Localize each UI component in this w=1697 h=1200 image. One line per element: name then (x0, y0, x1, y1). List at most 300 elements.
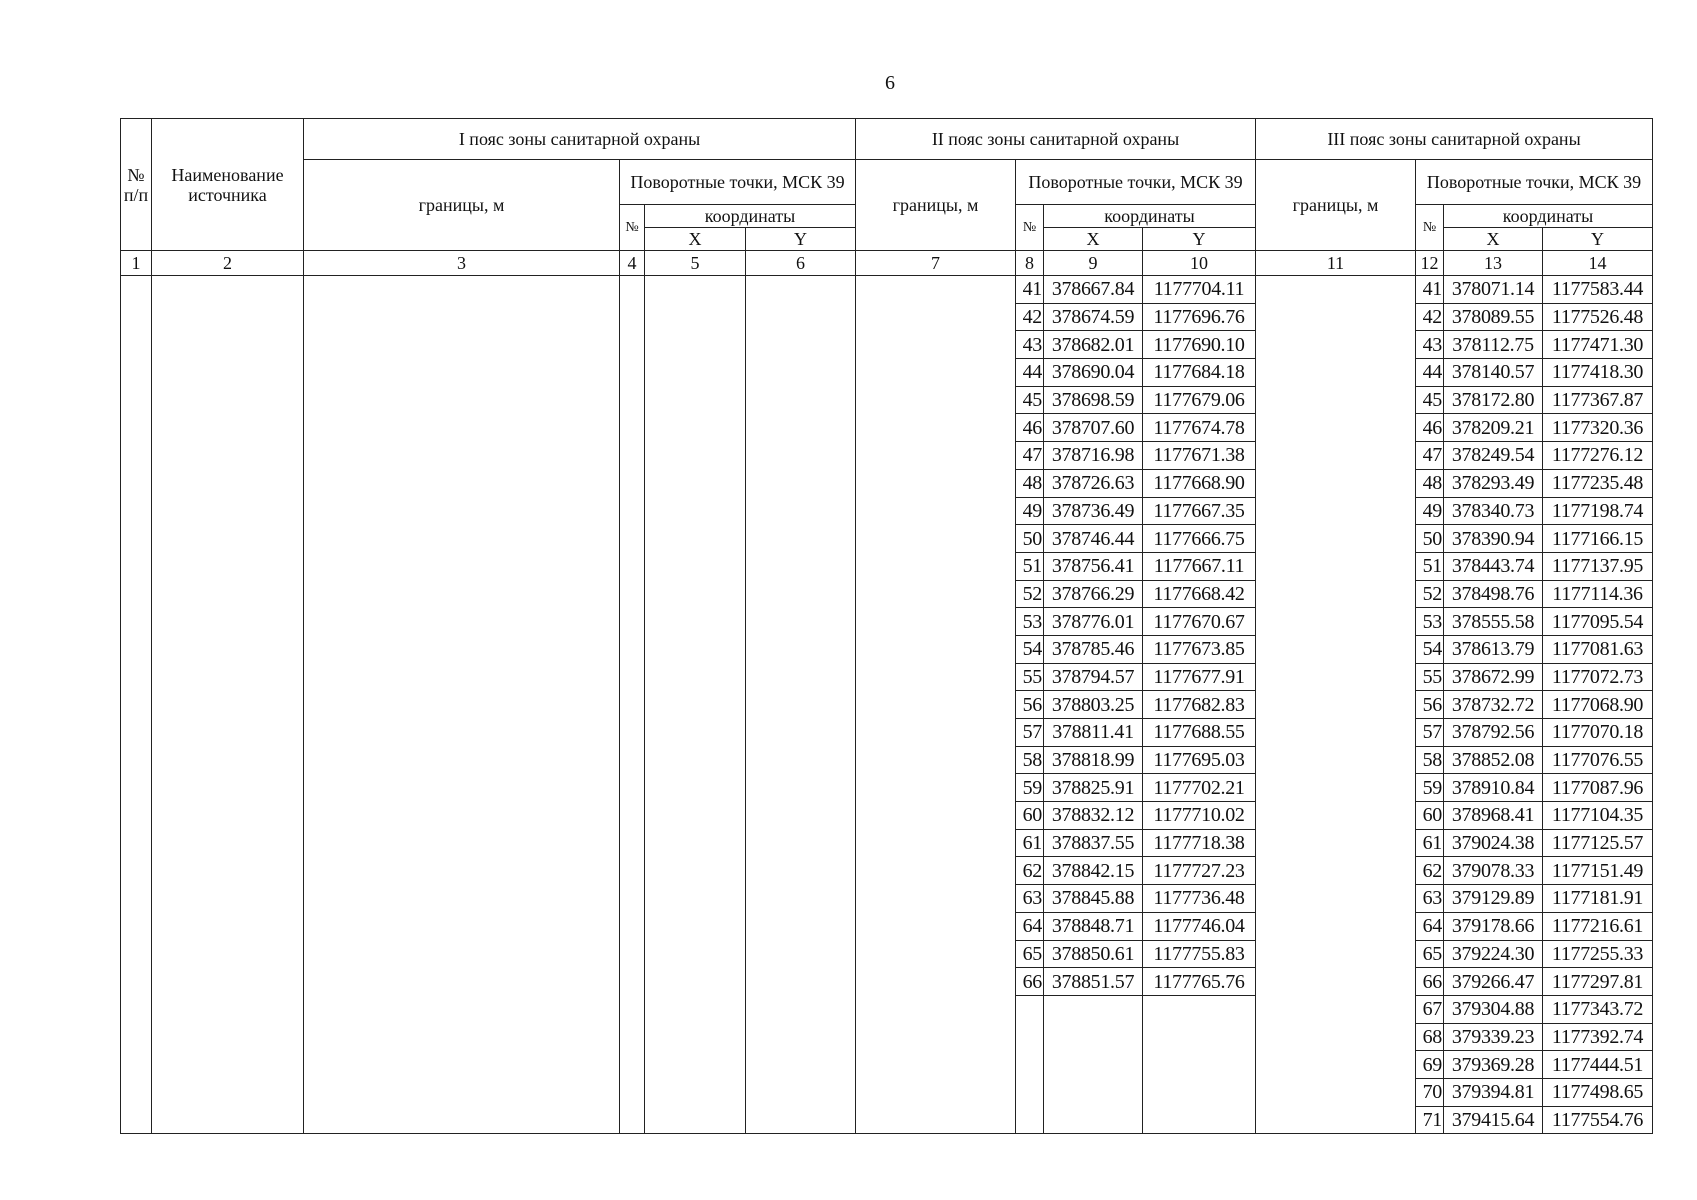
belt3-point-y: 1177255.33 (1543, 940, 1653, 968)
empty-x-1 (645, 1023, 746, 1051)
empty-borders-2 (856, 746, 1016, 774)
belt3-point-x: 378443.74 (1444, 552, 1543, 580)
belt3-point-number: 70 (1416, 1078, 1444, 1106)
belt2-point-number: 46 (1016, 414, 1044, 442)
belt3-point-y: 1177151.49 (1543, 857, 1653, 885)
empty-borders-2 (856, 802, 1016, 830)
empty-y-1 (746, 719, 856, 747)
empty-number-1 (620, 635, 645, 663)
table-row (121, 1051, 1653, 1079)
belt3-point-y: 1177087.96 (1543, 774, 1653, 802)
empty-no (121, 580, 152, 608)
belt2-point-x: 378776.01 (1044, 608, 1143, 636)
empty-belt2-number (1016, 995, 1044, 1023)
empty-y-1 (746, 497, 856, 525)
empty-borders-1 (304, 857, 620, 885)
belt3-point-x: 378293.49 (1444, 469, 1543, 497)
table-row (121, 691, 1653, 719)
empty-name (152, 552, 304, 580)
belt3-point-x: 379266.47 (1444, 968, 1543, 996)
empty-no (121, 331, 152, 359)
belt3-point-number: 61 (1416, 829, 1444, 857)
table-row (121, 719, 1653, 747)
belt3-point-y: 1177235.48 (1543, 469, 1653, 497)
empty-name (152, 635, 304, 663)
belt3-point-number: 53 (1416, 608, 1444, 636)
empty-number-1 (620, 940, 645, 968)
belt3-point-y: 1177125.57 (1543, 829, 1653, 857)
belt2-point-number: 59 (1016, 774, 1044, 802)
belt3-point-y: 1177104.35 (1543, 802, 1653, 830)
empty-name (152, 940, 304, 968)
empty-borders-3 (1256, 442, 1416, 470)
empty-name (152, 359, 304, 387)
belt2-point-number: 65 (1016, 940, 1044, 968)
table-row (121, 359, 1653, 387)
empty-borders-3 (1256, 525, 1416, 553)
empty-no (121, 1023, 152, 1051)
empty-x-1 (645, 386, 746, 414)
belt3-point-y: 1177114.36 (1543, 580, 1653, 608)
empty-borders-1 (304, 663, 620, 691)
belt3-point-x: 379394.81 (1444, 1078, 1543, 1106)
empty-number-1 (620, 276, 645, 304)
belt3-point-number: 43 (1416, 331, 1444, 359)
header-borders-3: границы, м (1256, 160, 1416, 251)
table-row (121, 829, 1653, 857)
belt2-point-number: 64 (1016, 912, 1044, 940)
empty-borders-2 (856, 829, 1016, 857)
empty-no (121, 746, 152, 774)
belt2-point-x: 378746.44 (1044, 525, 1143, 553)
empty-x-1 (645, 885, 746, 913)
empty-borders-1 (304, 1023, 620, 1051)
empty-number-1 (620, 719, 645, 747)
belt2-point-y: 1177704.11 (1143, 276, 1256, 304)
empty-y-1 (746, 940, 856, 968)
belt2-point-y: 1177671.38 (1143, 442, 1256, 470)
empty-no (121, 663, 152, 691)
empty-name (152, 331, 304, 359)
empty-borders-2 (856, 719, 1016, 747)
empty-borders-3 (1256, 497, 1416, 525)
belt2-point-y: 1177690.10 (1143, 331, 1256, 359)
belt3-point-y: 1177198.74 (1543, 497, 1653, 525)
empty-borders-3 (1256, 386, 1416, 414)
empty-number-1 (620, 663, 645, 691)
empty-y-1 (746, 303, 856, 331)
belt3-point-number: 69 (1416, 1051, 1444, 1079)
belt2-point-x: 378716.98 (1044, 442, 1143, 470)
belt2-point-y: 1177666.75 (1143, 525, 1256, 553)
belt2-point-x: 378690.04 (1044, 359, 1143, 387)
empty-x-1 (645, 469, 746, 497)
belt3-point-x: 379078.33 (1444, 857, 1543, 885)
empty-borders-2 (856, 580, 1016, 608)
belt2-point-x: 378811.41 (1044, 719, 1143, 747)
belt2-point-x: 378803.25 (1044, 691, 1143, 719)
empty-x-1 (645, 608, 746, 636)
empty-y-1 (746, 386, 856, 414)
belt3-point-y: 1177081.63 (1543, 635, 1653, 663)
belt3-point-y: 1177070.18 (1543, 719, 1653, 747)
empty-no (121, 608, 152, 636)
header-coordinates-1: координаты (645, 205, 856, 228)
belt2-point-x: 378667.84 (1044, 276, 1143, 304)
empty-borders-3 (1256, 829, 1416, 857)
empty-name (152, 608, 304, 636)
belt2-point-number: 66 (1016, 968, 1044, 996)
belt2-point-x: 378726.63 (1044, 469, 1143, 497)
belt3-point-number: 49 (1416, 497, 1444, 525)
empty-number-1 (620, 802, 645, 830)
empty-number-1 (620, 1051, 645, 1079)
belt3-point-number: 57 (1416, 719, 1444, 747)
column-number: 2 (152, 251, 304, 276)
empty-belt2-y (1143, 995, 1256, 1023)
empty-borders-2 (856, 469, 1016, 497)
empty-number-1 (620, 885, 645, 913)
empty-borders-2 (856, 552, 1016, 580)
header-turning-points-1: Поворотные точки, МСК 39 (620, 160, 856, 205)
column-number: 1 (121, 251, 152, 276)
belt3-point-x: 378172.80 (1444, 386, 1543, 414)
empty-name (152, 1106, 304, 1134)
belt3-point-x: 378112.75 (1444, 331, 1543, 359)
belt3-point-x: 378340.73 (1444, 497, 1543, 525)
belt2-point-number: 54 (1016, 635, 1044, 663)
belt2-point-number: 58 (1016, 746, 1044, 774)
table-row (121, 1106, 1653, 1134)
belt3-point-x: 378555.58 (1444, 608, 1543, 636)
belt3-point-x: 378910.84 (1444, 774, 1543, 802)
table-row (121, 968, 1653, 996)
empty-no (121, 359, 152, 387)
belt2-point-number: 49 (1016, 497, 1044, 525)
belt3-point-y: 1177216.61 (1543, 912, 1653, 940)
belt2-point-number: 61 (1016, 829, 1044, 857)
empty-no (121, 635, 152, 663)
belt3-point-x: 379024.38 (1444, 829, 1543, 857)
column-number: 12 (1416, 251, 1444, 276)
empty-x-1 (645, 359, 746, 387)
empty-no (121, 912, 152, 940)
empty-belt2-number (1016, 1023, 1044, 1051)
empty-borders-2 (856, 386, 1016, 414)
empty-y-1 (746, 608, 856, 636)
empty-borders-1 (304, 386, 620, 414)
empty-borders-2 (856, 857, 1016, 885)
belt3-point-number: 62 (1416, 857, 1444, 885)
empty-number-1 (620, 469, 645, 497)
empty-y-1 (746, 580, 856, 608)
belt3-point-number: 46 (1416, 414, 1444, 442)
belt2-point-x: 378707.60 (1044, 414, 1143, 442)
belt3-point-number: 55 (1416, 663, 1444, 691)
empty-number-1 (620, 1023, 645, 1051)
empty-y-1 (746, 552, 856, 580)
empty-borders-3 (1256, 608, 1416, 636)
empty-x-1 (645, 719, 746, 747)
table-row (121, 857, 1653, 885)
empty-borders-3 (1256, 276, 1416, 304)
column-number: 5 (645, 251, 746, 276)
header-borders-2: границы, м (856, 160, 1016, 251)
belt3-point-y: 1177095.54 (1543, 608, 1653, 636)
belt2-point-y: 1177684.18 (1143, 359, 1256, 387)
column-number: 11 (1256, 251, 1416, 276)
empty-x-1 (645, 774, 746, 802)
empty-no (121, 1051, 152, 1079)
empty-borders-3 (1256, 1106, 1416, 1134)
empty-borders-1 (304, 635, 620, 663)
table-row (121, 912, 1653, 940)
table-row (121, 331, 1653, 359)
empty-belt2-number (1016, 1078, 1044, 1106)
empty-name (152, 580, 304, 608)
empty-borders-2 (856, 635, 1016, 663)
belt2-point-y: 1177674.78 (1143, 414, 1256, 442)
belt2-point-number: 52 (1016, 580, 1044, 608)
belt3-point-number: 51 (1416, 552, 1444, 580)
empty-borders-3 (1256, 663, 1416, 691)
table-row (121, 386, 1653, 414)
table-row (121, 746, 1653, 774)
empty-borders-1 (304, 995, 620, 1023)
empty-number-1 (620, 857, 645, 885)
empty-y-1 (746, 968, 856, 996)
empty-number-1 (620, 552, 645, 580)
belt2-point-x: 378756.41 (1044, 552, 1143, 580)
belt2-point-y: 1177682.83 (1143, 691, 1256, 719)
empty-x-1 (645, 442, 746, 470)
empty-borders-1 (304, 829, 620, 857)
empty-belt2-y (1143, 1078, 1256, 1106)
empty-borders-1 (304, 469, 620, 497)
empty-number-1 (620, 746, 645, 774)
table-row (121, 774, 1653, 802)
belt2-point-y: 1177746.04 (1143, 912, 1256, 940)
belt2-point-y: 1177667.11 (1143, 552, 1256, 580)
empty-borders-2 (856, 691, 1016, 719)
empty-number-1 (620, 912, 645, 940)
header-coordinates-3: координаты (1444, 205, 1653, 228)
belt3-point-number: 56 (1416, 691, 1444, 719)
belt3-point-y: 1177444.51 (1543, 1051, 1653, 1079)
empty-borders-1 (304, 885, 620, 913)
header-turning-points-2: Поворотные точки, МСК 39 (1016, 160, 1256, 205)
belt2-point-number: 60 (1016, 802, 1044, 830)
belt2-point-y: 1177755.83 (1143, 940, 1256, 968)
empty-number-1 (620, 1106, 645, 1134)
belt2-point-y: 1177710.02 (1143, 802, 1256, 830)
empty-borders-3 (1256, 802, 1416, 830)
belt2-point-y: 1177667.35 (1143, 497, 1256, 525)
empty-y-1 (746, 442, 856, 470)
table-row (121, 497, 1653, 525)
empty-y-1 (746, 829, 856, 857)
empty-x-1 (645, 940, 746, 968)
column-number: 4 (620, 251, 645, 276)
empty-belt2-y (1143, 1106, 1256, 1134)
empty-belt2-number (1016, 1051, 1044, 1079)
table-row (121, 635, 1653, 663)
belt3-point-y: 1177554.76 (1543, 1106, 1653, 1134)
empty-no (121, 719, 152, 747)
header-y-3: Y (1543, 228, 1653, 251)
belt3-point-y: 1177367.87 (1543, 386, 1653, 414)
empty-borders-2 (856, 1078, 1016, 1106)
empty-no (121, 276, 152, 304)
table-row (121, 552, 1653, 580)
empty-x-1 (645, 552, 746, 580)
belt2-point-number: 62 (1016, 857, 1044, 885)
empty-name (152, 719, 304, 747)
belt3-point-x: 379415.64 (1444, 1106, 1543, 1134)
belt3-point-x: 378498.76 (1444, 580, 1543, 608)
empty-no (121, 414, 152, 442)
table-row (121, 995, 1653, 1023)
belt3-point-x: 379339.23 (1444, 1023, 1543, 1051)
belt2-point-number: 63 (1016, 885, 1044, 913)
empty-name (152, 414, 304, 442)
empty-x-1 (645, 1078, 746, 1106)
header-y-2: Y (1143, 228, 1256, 251)
empty-borders-2 (856, 774, 1016, 802)
belt3-point-y: 1177471.30 (1543, 331, 1653, 359)
belt3-point-number: 67 (1416, 995, 1444, 1023)
belt3-point-number: 68 (1416, 1023, 1444, 1051)
empty-borders-3 (1256, 857, 1416, 885)
empty-y-1 (746, 1106, 856, 1134)
empty-borders-2 (856, 442, 1016, 470)
belt3-point-y: 1177297.81 (1543, 968, 1653, 996)
empty-borders-2 (856, 331, 1016, 359)
empty-name (152, 746, 304, 774)
belt3-point-number: 65 (1416, 940, 1444, 968)
empty-name (152, 276, 304, 304)
empty-name (152, 525, 304, 553)
empty-belt2-number (1016, 1106, 1044, 1134)
column-number: 8 (1016, 251, 1044, 276)
empty-borders-2 (856, 885, 1016, 913)
empty-no (121, 968, 152, 996)
empty-borders-3 (1256, 1023, 1416, 1051)
empty-x-1 (645, 857, 746, 885)
belt3-point-x: 378968.41 (1444, 802, 1543, 830)
empty-x-1 (645, 303, 746, 331)
header-coordinates-2: координаты (1044, 205, 1256, 228)
empty-borders-2 (856, 359, 1016, 387)
empty-no (121, 303, 152, 331)
belt2-point-x: 378851.57 (1044, 968, 1143, 996)
empty-belt2-y (1143, 1051, 1256, 1079)
empty-x-1 (645, 829, 746, 857)
empty-y-1 (746, 276, 856, 304)
table-row (121, 276, 1653, 304)
belt2-point-number: 50 (1016, 525, 1044, 553)
empty-borders-1 (304, 303, 620, 331)
empty-number-1 (620, 995, 645, 1023)
empty-borders-1 (304, 552, 620, 580)
belt2-point-y: 1177727.23 (1143, 857, 1256, 885)
empty-name (152, 442, 304, 470)
belt3-point-number: 59 (1416, 774, 1444, 802)
header-number-sign-1: № (620, 205, 645, 251)
table-row (121, 608, 1653, 636)
empty-name (152, 1078, 304, 1106)
belt3-point-x: 379304.88 (1444, 995, 1543, 1023)
empty-number-1 (620, 608, 645, 636)
empty-borders-2 (856, 414, 1016, 442)
belt2-point-number: 43 (1016, 331, 1044, 359)
empty-name (152, 497, 304, 525)
belt2-point-y: 1177688.55 (1143, 719, 1256, 747)
belt3-point-number: 54 (1416, 635, 1444, 663)
belt2-point-y: 1177670.67 (1143, 608, 1256, 636)
empty-name (152, 691, 304, 719)
empty-no (121, 386, 152, 414)
header-col-no: № п/п (121, 119, 152, 251)
empty-number-1 (620, 774, 645, 802)
belt2-point-x: 378794.57 (1044, 663, 1143, 691)
empty-name (152, 857, 304, 885)
empty-y-1 (746, 857, 856, 885)
belt2-point-number: 42 (1016, 303, 1044, 331)
empty-x-1 (645, 525, 746, 553)
belt3-point-y: 1177343.72 (1543, 995, 1653, 1023)
belt2-point-x: 378845.88 (1044, 885, 1143, 913)
belt3-point-x: 379178.66 (1444, 912, 1543, 940)
belt2-point-y: 1177702.21 (1143, 774, 1256, 802)
empty-borders-1 (304, 940, 620, 968)
empty-y-1 (746, 885, 856, 913)
empty-name (152, 303, 304, 331)
empty-borders-3 (1256, 359, 1416, 387)
empty-borders-3 (1256, 1078, 1416, 1106)
belt3-point-x: 378089.55 (1444, 303, 1543, 331)
empty-name (152, 1051, 304, 1079)
empty-number-1 (620, 829, 645, 857)
empty-borders-3 (1256, 995, 1416, 1023)
belt3-point-number: 63 (1416, 885, 1444, 913)
belt3-point-x: 379369.28 (1444, 1051, 1543, 1079)
empty-borders-3 (1256, 746, 1416, 774)
empty-belt2-x (1044, 1051, 1143, 1079)
empty-borders-1 (304, 414, 620, 442)
empty-name (152, 995, 304, 1023)
empty-no (121, 885, 152, 913)
belt3-point-y: 1177320.36 (1543, 414, 1653, 442)
belt2-point-y: 1177677.91 (1143, 663, 1256, 691)
belt3-point-number: 60 (1416, 802, 1444, 830)
header-col-name: Наименование источника (152, 119, 304, 251)
belt3-point-x: 378792.56 (1444, 719, 1543, 747)
empty-borders-3 (1256, 940, 1416, 968)
empty-borders-2 (856, 525, 1016, 553)
empty-borders-1 (304, 774, 620, 802)
empty-borders-3 (1256, 1051, 1416, 1079)
empty-number-1 (620, 1078, 645, 1106)
empty-borders-1 (304, 442, 620, 470)
empty-borders-2 (856, 608, 1016, 636)
header-belt-2: II пояс зоны санитарной охраны (856, 119, 1256, 160)
belt3-point-number: 64 (1416, 912, 1444, 940)
empty-borders-1 (304, 331, 620, 359)
empty-borders-1 (304, 580, 620, 608)
belt3-point-x: 378613.79 (1444, 635, 1543, 663)
belt2-point-x: 378682.01 (1044, 331, 1143, 359)
